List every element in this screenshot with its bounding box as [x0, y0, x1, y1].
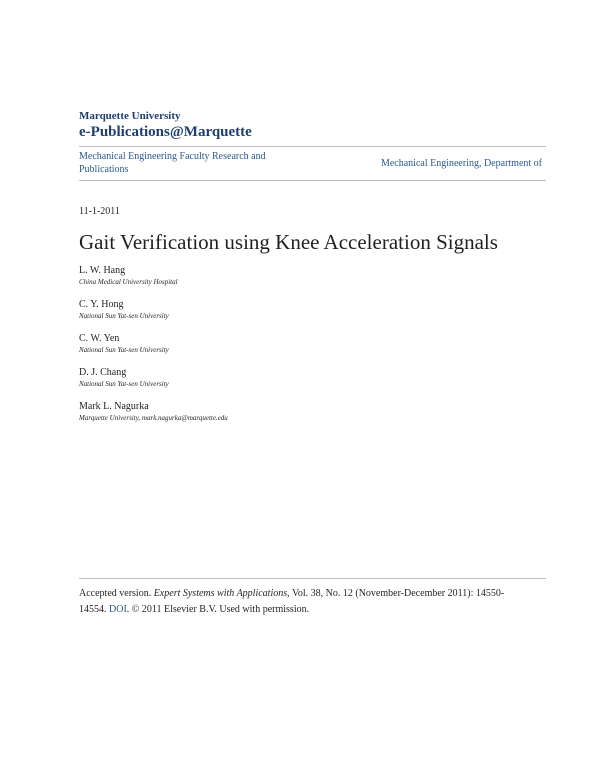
citation-prefix: Accepted version. [79, 588, 154, 599]
author-affiliation: National Sun Yat-sen University [79, 380, 169, 388]
university-name[interactable]: Marquette University [79, 110, 181, 122]
author-entry [79, 265, 228, 287]
author-affiliation: National Sun Yat-sen University [79, 312, 169, 320]
author-entry [79, 299, 228, 321]
footer-divider [79, 578, 546, 579]
citation-details: , Vol. 38, No. 12 (November-December 2011): 14550-14554. [79, 588, 505, 615]
collection-link[interactable]: Mechanical Engineering Faculty Research and Publications [79, 151, 266, 175]
doi-link[interactable]: DOI [109, 604, 127, 615]
author-entry [79, 401, 228, 423]
author-name: C. W. Yen [79, 333, 120, 344]
author-affiliation: China Medical University Hospital [79, 278, 178, 286]
journal-name: Expert Systems with Applications [153, 588, 288, 599]
author-list [79, 265, 228, 435]
repository-name[interactable]: e-Publications@Marquette [79, 124, 252, 140]
author-affiliation: Marquette University, mark.nagurka@marquette.edu [79, 414, 228, 422]
publication-date: 11-1-2011 [79, 206, 120, 217]
paper-title: Gait Verification using Knee Acceleration Signals [79, 230, 498, 254]
repository-header [79, 110, 252, 141]
collection-nav [79, 150, 546, 178]
author-name: C. Y. Hong [79, 299, 124, 310]
department-link[interactable]: Mechanical Engineering, Department of [380, 158, 542, 169]
author-name: Mark L. Nagurka [79, 401, 149, 412]
author-entry [79, 333, 228, 355]
author-affiliation: National Sun Yat-sen University [79, 346, 169, 354]
author-name: D. J. Chang [79, 367, 127, 378]
author-name: L. W. Hang [79, 265, 126, 276]
bottom-divider [79, 180, 546, 181]
citation-suffix: . © 2011 Elsevier B.V. Used with permission. [126, 604, 310, 615]
author-entry [79, 367, 228, 389]
citation-footer [79, 586, 519, 618]
top-divider [79, 146, 546, 147]
